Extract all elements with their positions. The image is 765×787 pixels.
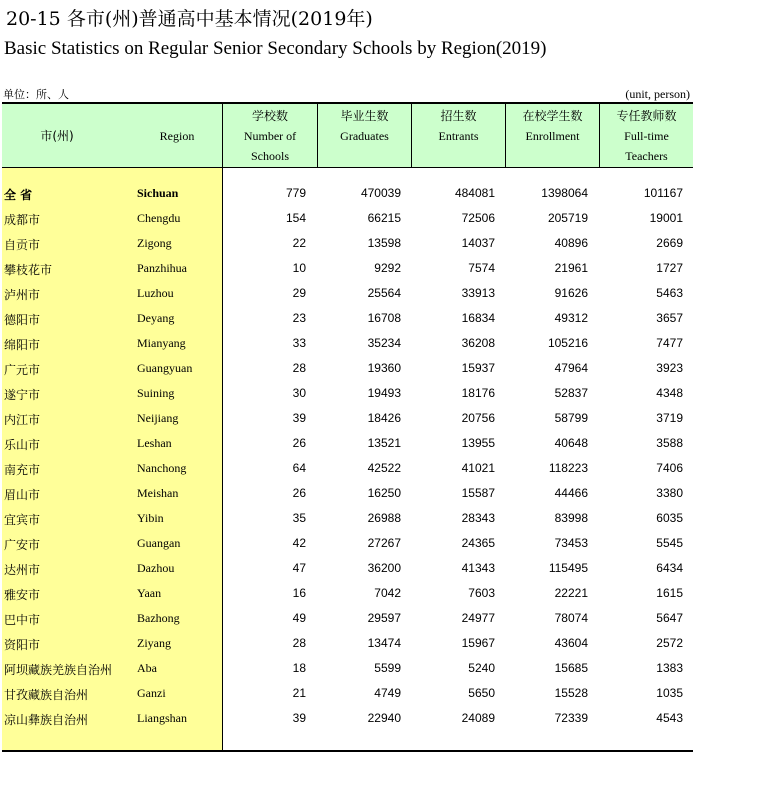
- table-row: [2, 482, 693, 507]
- enrollment-value: 52837: [554, 386, 588, 400]
- table-top-rule: [2, 102, 693, 104]
- region-name-zh: 遂宁市: [4, 388, 41, 402]
- teachers-value: 101167: [643, 186, 683, 200]
- region-name-en: Mianyang: [137, 336, 186, 350]
- region-name-zh: 德阳市: [4, 313, 41, 327]
- entrants-value: 7603: [468, 586, 495, 600]
- schools-value: 47: [292, 561, 306, 575]
- teachers-value: 3380: [656, 486, 683, 500]
- enrollment-value: 105216: [547, 336, 588, 350]
- teachers-value: 5647: [656, 611, 683, 625]
- teachers-value: 5545: [656, 536, 683, 550]
- region-name-en: Yaan: [137, 586, 162, 600]
- region-name-zh: 攀枝花市: [4, 263, 53, 277]
- table-row: [2, 432, 693, 457]
- teachers-value: 19001: [649, 211, 683, 225]
- region-name-en: Neijiang: [137, 411, 179, 425]
- header-schools: 学校数 Number of Schools: [243, 108, 297, 163]
- graduates-value: 13598: [367, 236, 401, 250]
- region-name-zh: 泸州市: [4, 288, 41, 302]
- enrollment-value: 43604: [554, 636, 588, 650]
- schools-value: 42: [292, 536, 306, 550]
- region-name-en: Aba: [137, 661, 157, 675]
- region-name-en: Panzhihua: [137, 261, 187, 275]
- graduates-value: 4749: [374, 686, 401, 700]
- region-name-zh: 凉山彝族自治州: [4, 713, 89, 727]
- teachers-value: 4348: [656, 386, 683, 400]
- region-name-zh: 达州市: [4, 563, 41, 577]
- region-name-en: Ganzi: [137, 686, 166, 700]
- schools-value: 49: [292, 611, 306, 625]
- graduates-value: 35234: [367, 336, 401, 350]
- schools-value: 29: [292, 286, 306, 300]
- teachers-value: 2669: [656, 236, 683, 250]
- table-row: [2, 282, 693, 307]
- region-name-en: Suining: [137, 386, 175, 400]
- graduates-value: 16708: [367, 311, 401, 325]
- schools-value: 154: [285, 211, 306, 225]
- enrollment-value: 83998: [554, 511, 588, 525]
- entrants-value: 15587: [461, 486, 495, 500]
- schools-value: 35: [292, 511, 306, 525]
- header-region-en: Region: [159, 128, 195, 143]
- graduates-value: 19493: [367, 386, 401, 400]
- page-title-chinese: 20-15 各市(州)普通高中基本情况(2019年): [6, 8, 373, 30]
- teachers-value: 1615: [656, 586, 683, 600]
- entrants-value: 7574: [468, 261, 495, 275]
- region-name-en: Luzhou: [137, 286, 174, 300]
- region-name-en: Meishan: [137, 486, 179, 500]
- graduates-value: 27267: [367, 536, 401, 550]
- region-name-en: Ziyang: [137, 636, 171, 650]
- region-name-zh: 南充市: [4, 463, 41, 477]
- schools-value: 28: [292, 361, 306, 375]
- region-name-en: Guangan: [137, 536, 181, 550]
- region-name-zh: 雅安市: [4, 588, 41, 602]
- table-row: [2, 382, 693, 407]
- teachers-value: 3657: [656, 311, 683, 325]
- graduates-value: 9292: [374, 261, 401, 275]
- region-name-zh: 广元市: [4, 363, 41, 377]
- entrants-value: 484081: [454, 186, 495, 200]
- entrants-value: 24089: [461, 711, 495, 725]
- table-row: [2, 207, 693, 232]
- graduates-value: 19360: [367, 361, 401, 375]
- teachers-value: 7406: [656, 461, 683, 475]
- table-row: [2, 232, 693, 257]
- graduates-value: 470039: [360, 186, 401, 200]
- header-region-zh: 市(州): [40, 128, 74, 143]
- entrants-value: 28343: [461, 511, 495, 525]
- header-teachers: 专任教师数 Full-time Teachers: [616, 108, 677, 163]
- table-row: [2, 357, 693, 382]
- region-name-en: Guangyuan: [137, 361, 193, 375]
- schools-value: 39: [292, 711, 306, 725]
- entrants-value: 14037: [461, 236, 495, 250]
- schools-value: 64: [292, 461, 306, 475]
- enrollment-value: 21961: [554, 261, 588, 275]
- region-name-zh: 内江市: [4, 413, 41, 427]
- entrants-value: 41021: [461, 461, 495, 475]
- entrants-value: 15967: [461, 636, 495, 650]
- page-title-english: Basic Statistics on Regular Senior Secondary Schools by Region(2019): [4, 38, 547, 59]
- table-row: [2, 607, 693, 632]
- schools-value: 28: [292, 636, 306, 650]
- enrollment-value: 40648: [554, 436, 588, 450]
- schools-value: 26: [292, 486, 306, 500]
- table-row: [2, 457, 693, 482]
- teachers-value: 1035: [656, 686, 683, 700]
- region-name-en: Yibin: [137, 511, 164, 525]
- table-row: [2, 707, 693, 732]
- teachers-value: 6434: [656, 561, 683, 575]
- schools-value: 26: [292, 436, 306, 450]
- region-name-en: Sichuan: [137, 186, 179, 200]
- teachers-value: 3719: [656, 411, 683, 425]
- graduates-value: 36200: [367, 561, 401, 575]
- schools-value: 10: [292, 261, 306, 275]
- enrollment-value: 1398064: [541, 186, 588, 200]
- table-row: [2, 657, 693, 682]
- enrollment-value: 115495: [548, 561, 588, 575]
- header-enrollment: 在校学生数 Enrollment: [522, 109, 583, 143]
- enrollment-value: 73453: [554, 536, 588, 550]
- graduates-value: 66215: [367, 211, 401, 225]
- region-name-zh: 巴中市: [4, 613, 41, 627]
- table-row: [2, 582, 693, 607]
- graduates-value: 7042: [374, 586, 401, 600]
- region-name-zh: 眉山市: [4, 488, 41, 502]
- table-row: [2, 332, 693, 357]
- enrollment-value: 49312: [554, 311, 588, 325]
- region-name-zh: 全 省: [4, 188, 33, 202]
- schools-value: 18: [292, 661, 306, 675]
- region-name-en: Nanchong: [137, 461, 187, 475]
- enrollment-value: 78074: [554, 611, 588, 625]
- region-name-en: Liangshan: [137, 711, 187, 725]
- graduates-value: 26988: [367, 511, 401, 525]
- enrollment-value: 118223: [548, 461, 588, 475]
- entrants-value: 5650: [468, 686, 495, 700]
- enrollment-value: 205719: [547, 211, 588, 225]
- graduates-value: 22940: [367, 711, 401, 725]
- entrants-value: 20756: [461, 411, 495, 425]
- enrollment-value: 44466: [554, 486, 588, 500]
- header-entrants: 招生数 Entrants: [438, 109, 479, 143]
- teachers-value: 1727: [656, 261, 683, 275]
- teachers-value: 1383: [656, 661, 683, 675]
- entrants-value: 41343: [461, 561, 495, 575]
- schools-value: 23: [292, 311, 306, 325]
- table-row: [2, 507, 693, 532]
- graduates-value: 29597: [367, 611, 401, 625]
- region-name-zh: 阿坝藏族羌族自治州: [4, 663, 113, 677]
- region-name-zh: 宜宾市: [4, 513, 41, 527]
- table-row: [2, 257, 693, 282]
- region-name-zh: 资阳市: [4, 638, 41, 652]
- table-row: [2, 182, 693, 207]
- region-name-zh: 乐山市: [4, 438, 41, 452]
- schools-value: 21: [292, 686, 306, 700]
- unit-label-chinese: 单位：所、人: [3, 88, 69, 101]
- table-row: [2, 407, 693, 432]
- graduates-value: 5599: [374, 661, 401, 675]
- region-name-en: Zigong: [137, 236, 172, 250]
- graduates-value: 16250: [367, 486, 401, 500]
- graduates-value: 18426: [367, 411, 401, 425]
- table-row: [2, 632, 693, 657]
- table-row: [2, 307, 693, 332]
- entrants-value: 18176: [461, 386, 495, 400]
- entrants-value: 13955: [461, 436, 495, 450]
- unit-label-english: (unit, person): [625, 87, 690, 101]
- region-name-zh: 绵阳市: [4, 338, 41, 352]
- region-name-zh: 自贡市: [4, 238, 41, 252]
- entrants-value: 72506: [461, 211, 495, 225]
- teachers-value: 2572: [656, 636, 683, 650]
- region-name-zh: 甘孜藏族自治州: [4, 688, 89, 702]
- region-name-en: Chengdu: [137, 211, 181, 225]
- entrants-value: 33913: [461, 286, 495, 300]
- schools-value: 779: [285, 186, 306, 200]
- enrollment-value: 58799: [554, 411, 588, 425]
- enrollment-value: 47964: [554, 361, 588, 375]
- teachers-value: 4543: [656, 711, 683, 725]
- enrollment-value: 15685: [554, 661, 588, 675]
- schools-value: 39: [292, 411, 306, 425]
- region-name-en: Bazhong: [137, 611, 180, 625]
- enrollment-value: 72339: [554, 711, 588, 725]
- entrants-value: 24365: [461, 536, 495, 550]
- graduates-value: 42522: [367, 461, 401, 475]
- entrants-value: 36208: [461, 336, 495, 350]
- schools-value: 33: [292, 336, 306, 350]
- entrants-value: 5240: [468, 661, 495, 675]
- teachers-value: 7477: [656, 336, 683, 350]
- region-name-en: Deyang: [137, 311, 175, 325]
- schools-value: 16: [292, 586, 306, 600]
- graduates-value: 25564: [367, 286, 401, 300]
- enrollment-value: 22221: [554, 586, 588, 600]
- entrants-value: 15937: [461, 361, 495, 375]
- region-name-zh: 广安市: [4, 538, 41, 552]
- enrollment-value: 40896: [554, 236, 588, 250]
- teachers-value: 5463: [656, 286, 683, 300]
- enrollment-value: 91626: [554, 286, 588, 300]
- teachers-value: 6035: [656, 511, 683, 525]
- table-row: [2, 532, 693, 557]
- entrants-value: 16834: [461, 311, 495, 325]
- entrants-value: 24977: [461, 611, 495, 625]
- table-row: [2, 557, 693, 582]
- schools-value: 22: [292, 236, 306, 250]
- graduates-value: 13474: [367, 636, 401, 650]
- enrollment-value: 15528: [554, 686, 588, 700]
- header-graduates: 毕业生数 Graduates: [340, 109, 389, 143]
- table-header-rule: [2, 167, 693, 168]
- schools-value: 30: [292, 386, 306, 400]
- table-bottom-rule: [2, 750, 693, 752]
- teachers-value: 3923: [656, 361, 683, 375]
- teachers-value: 3588: [656, 436, 683, 450]
- table-row: [2, 682, 693, 707]
- graduates-value: 13521: [367, 436, 401, 450]
- region-name-zh: 成都市: [4, 213, 41, 227]
- region-name-en: Dazhou: [137, 561, 175, 575]
- region-name-en: Leshan: [137, 436, 172, 450]
